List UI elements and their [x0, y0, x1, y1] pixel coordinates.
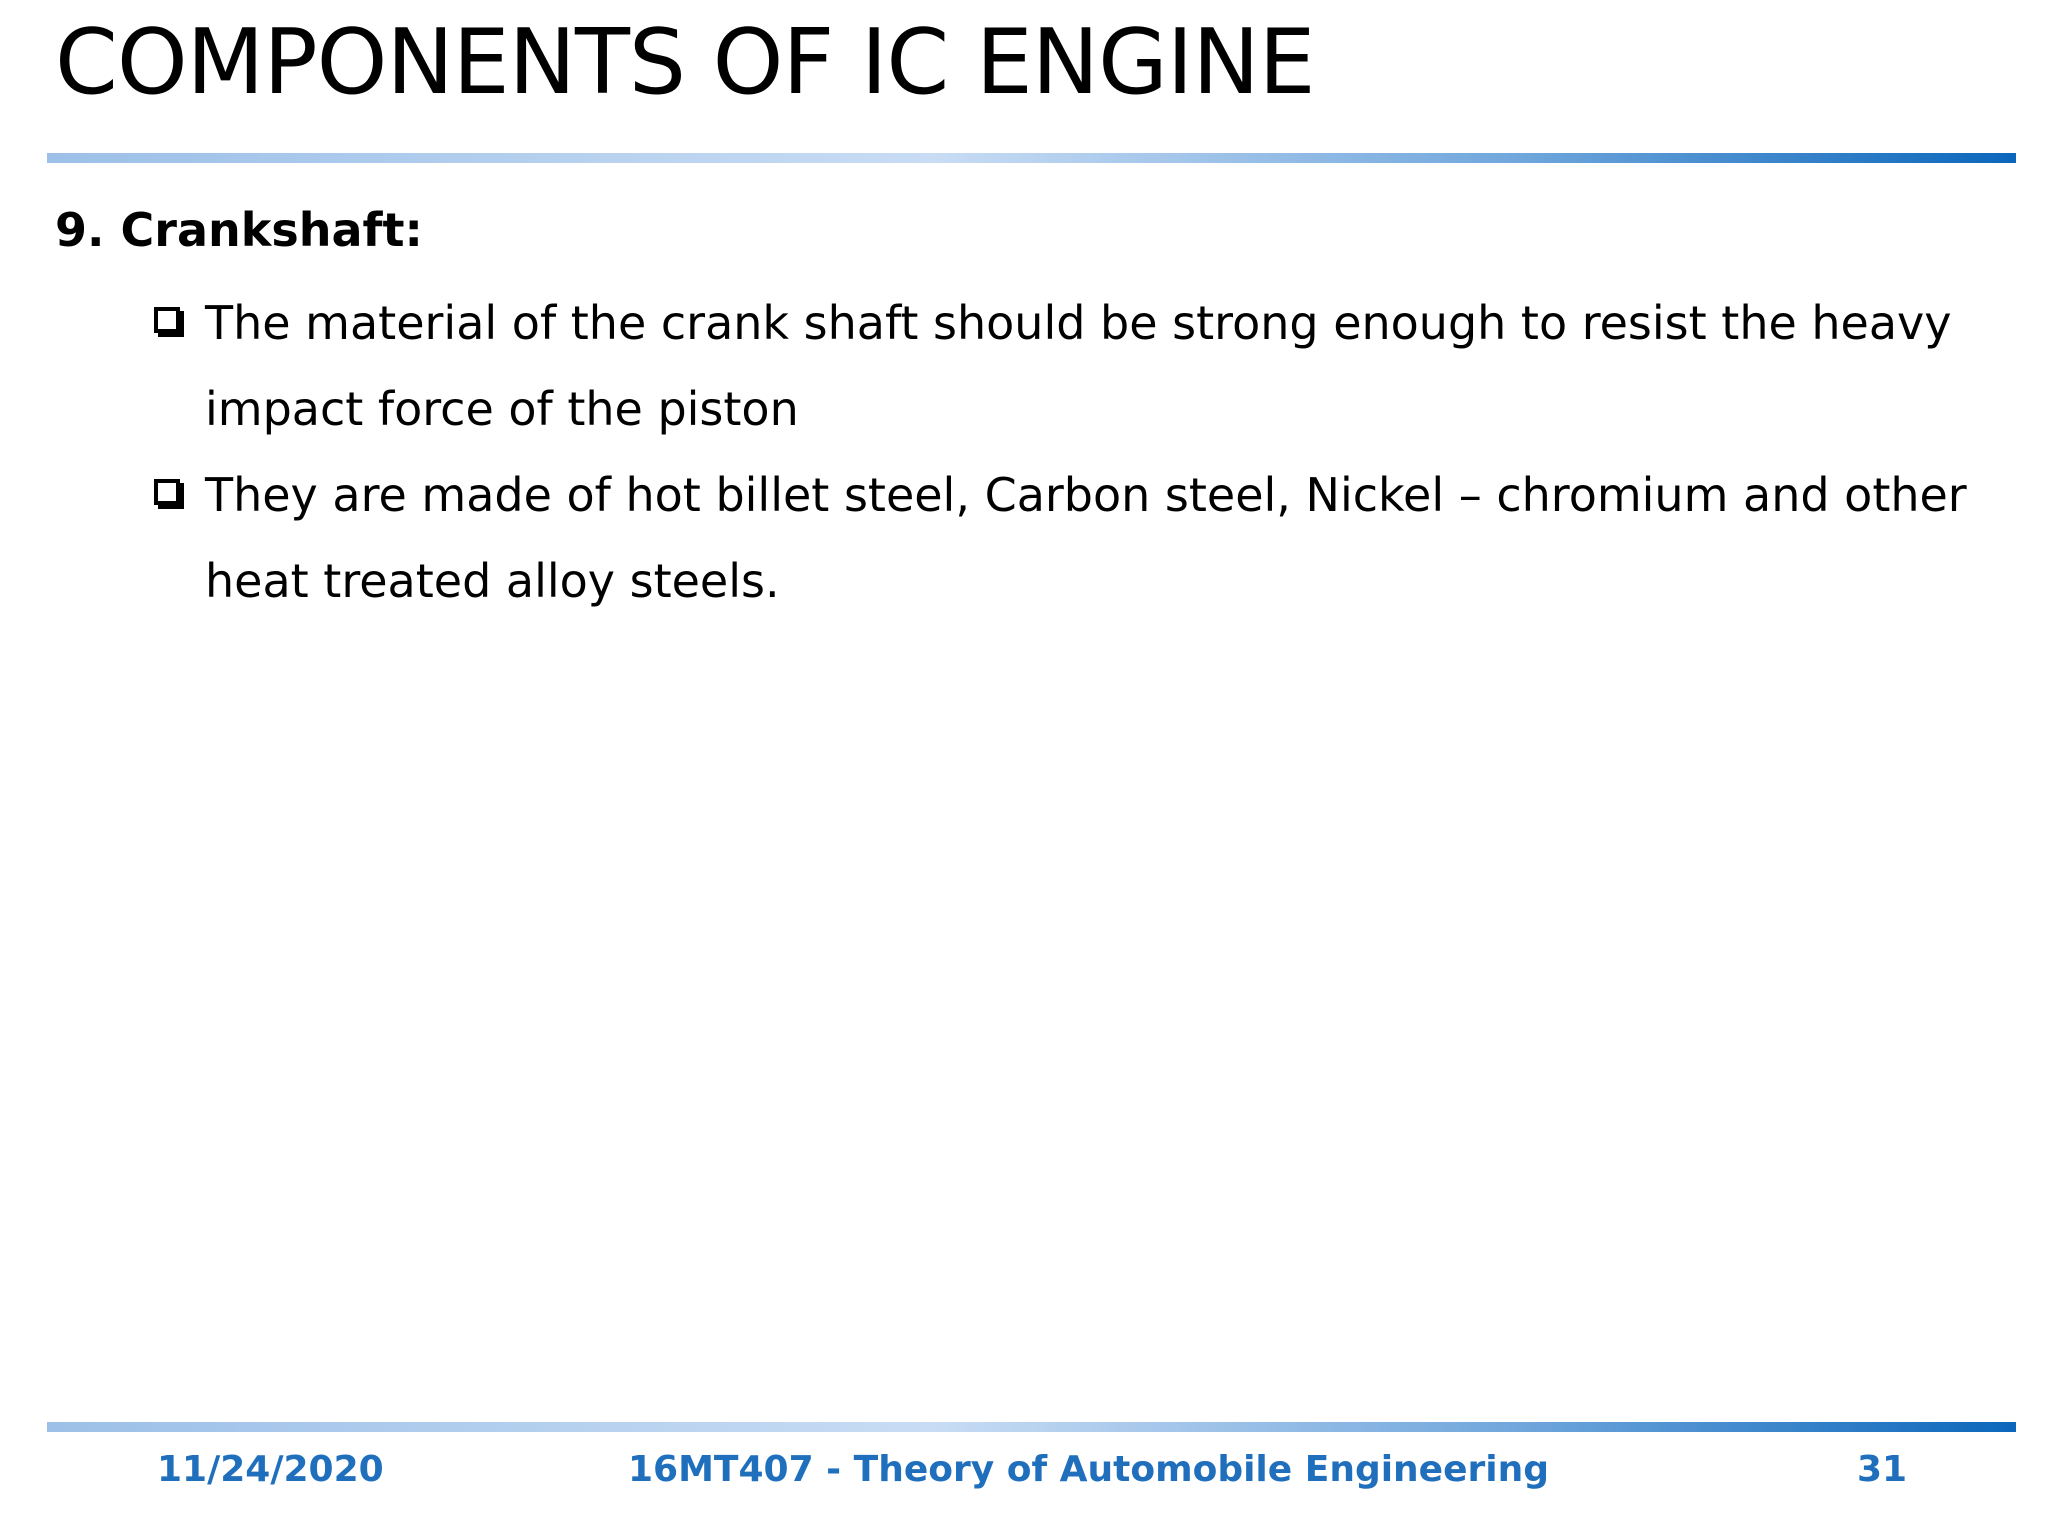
checkbox-bullet-icon	[154, 479, 180, 505]
bullet-text: They are made of hot billet steel, Carbon steel, Nickel – chromium and other heat treated alloy steels.	[205, 468, 1967, 608]
footer-page-number: 31	[1857, 1449, 1908, 1490]
bullet-list	[150, 280, 1980, 624]
section-heading: 9. Crankshaft:	[55, 203, 423, 257]
bullet-item	[150, 280, 1980, 452]
footer-course-title: 16MT407 - Theory of Automobile Engineering	[628, 1449, 1550, 1490]
bullet-item	[150, 452, 1980, 624]
bullet-text: The material of the crank shaft should be strong enough to resist the heavy impact force of the piston	[205, 296, 1952, 436]
slide-title: COMPONENTS OF IC ENGINE	[55, 10, 1315, 115]
footer-divider	[47, 1422, 2016, 1432]
title-divider	[47, 153, 2016, 163]
checkbox-bullet-icon	[154, 307, 180, 333]
footer-date: 11/24/2020	[157, 1449, 384, 1490]
